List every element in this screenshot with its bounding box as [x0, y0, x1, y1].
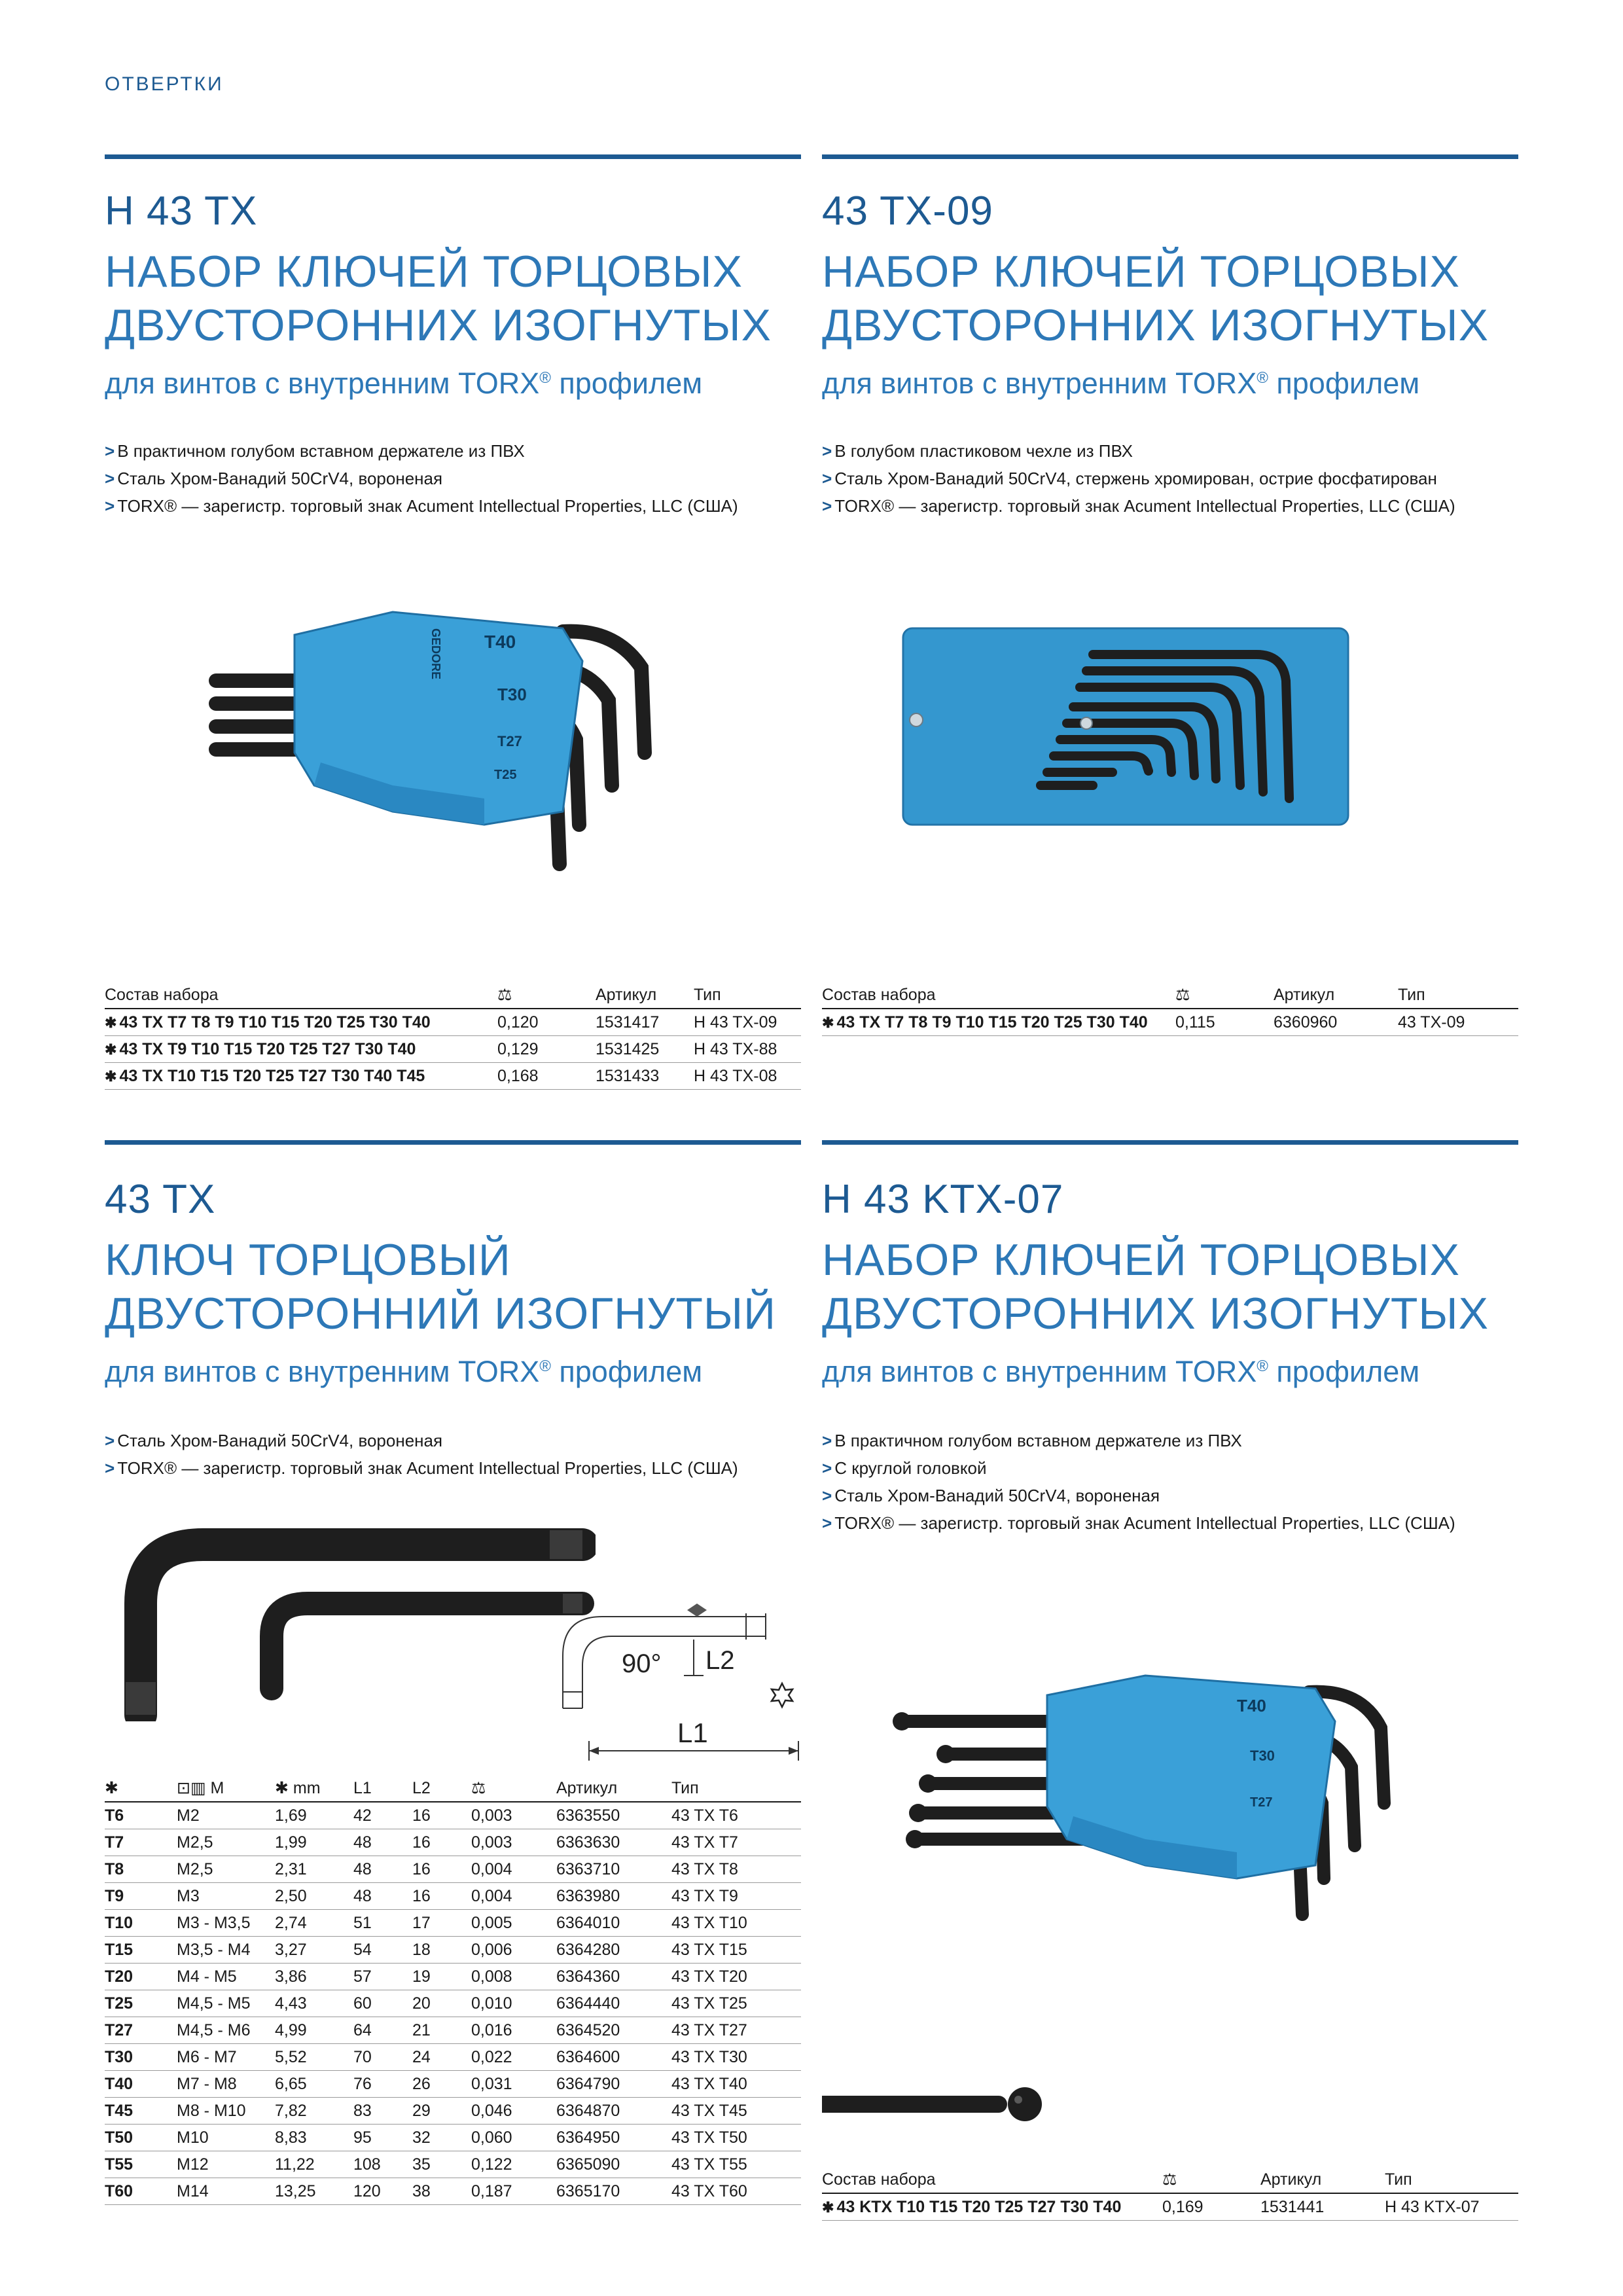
table-row — [105, 1964, 801, 1990]
chevron-right-icon: > — [105, 469, 115, 488]
table-cell: 16 — [412, 1883, 471, 1910]
table-cell: 48 — [353, 1829, 412, 1856]
column-header: Артикул — [1274, 982, 1398, 1009]
table-cell: 6,65 — [275, 2071, 353, 2098]
table-row: ✱ 43 TX T9 T10 T15 T20 T25 T27 T30 T40 0,129 1531425 H 43 TX-88 — [105, 1036, 801, 1063]
table-row: ✱ 43 TX T7 T8 T9 T10 T15 T20 T25 T30 T40 0,120 1531417 H 43 TX-09 — [105, 1009, 801, 1036]
table-cell: 6364870 — [556, 2098, 671, 2125]
table-cell: M4,5 - M5 — [177, 1990, 275, 2017]
product-code: H 43 KTX-07 — [822, 1177, 1064, 1222]
table-cell: 6364280 — [556, 1937, 671, 1964]
table-cell: 20 — [412, 1990, 471, 2017]
table-cell: 18 — [412, 1937, 471, 1964]
table-row — [105, 1937, 801, 1964]
feature-item: > Сталь Хром-Ванадий 50CrV4, вороненая — [822, 1486, 1160, 1505]
product-code: 43 TX — [105, 1177, 216, 1222]
table-cell: 57 — [353, 1964, 412, 1990]
feature-item: > TORX® — зарегистр. торговый знак Acument Intellectual Properties, LLC (США) — [822, 496, 1455, 516]
table-cell: 0,010 — [471, 1990, 556, 2017]
chevron-right-icon: > — [822, 1431, 832, 1450]
table-row — [105, 2178, 801, 2205]
table-cell: 64 — [353, 2017, 412, 2044]
table-cell: 6363980 — [556, 1883, 671, 1910]
torx-size: T20 — [105, 1964, 177, 1990]
product-3-heading — [105, 1179, 798, 1389]
table-cell: 0,022 — [471, 2044, 556, 2071]
table-cell: 16 — [412, 1802, 471, 1829]
chevron-right-icon: > — [822, 469, 832, 488]
table-cell: 0,031 — [471, 2071, 556, 2098]
product-2-heading — [822, 188, 1516, 401]
table-cell: 42 — [353, 1802, 412, 1829]
table-cell: 43 TX T9 — [671, 1883, 801, 1910]
product-code: 43 TX-09 — [822, 188, 993, 234]
feature-list — [822, 437, 1455, 520]
table-cell: 13,25 — [275, 2178, 353, 2205]
torx-size: T6 — [105, 1802, 177, 1829]
size-label: T40 — [1237, 1696, 1266, 1715]
table-cell: 0,004 — [471, 1856, 556, 1883]
table-cell: 6364010 — [556, 1910, 671, 1937]
table-cell: 6363710 — [556, 1856, 671, 1883]
torx-size: T40 — [105, 2071, 177, 2098]
table-cell: 24 — [412, 2044, 471, 2071]
table-cell: 2,31 — [275, 1856, 353, 1883]
table-cell: M7 - M8 — [177, 2071, 275, 2098]
dimension-label: L2 — [705, 1646, 735, 1675]
feature-item: > В практичном голубом вставном держателе из ПВХ — [822, 1431, 1242, 1450]
torx-size: T30 — [105, 2044, 177, 2071]
dimension-label: L1 — [677, 1717, 708, 1748]
ball-end-key-detail — [822, 2081, 1058, 2127]
feature-list — [822, 1427, 1455, 1537]
table-cell: 43 TX T8 — [671, 1856, 801, 1883]
chevron-right-icon: > — [822, 441, 832, 461]
feature-list — [105, 437, 738, 520]
table-cell: 0,046 — [471, 2098, 556, 2125]
column-header: Тип — [1398, 982, 1518, 1009]
feature-item: > TORX® — зарегистр. торговый знак Acument Intellectual Properties, LLC (США) — [105, 1458, 738, 1478]
product-subtitle: для винтов с внутренним TORX® профилем — [105, 1355, 703, 1388]
feature-item: > С круглой головкой — [822, 1458, 987, 1478]
column-header: ⊡▥ M — [177, 1775, 275, 1802]
table-row — [105, 1910, 801, 1937]
product-title: ДВУСТОРОННИХ ИЗОГНУТЫХ — [822, 1289, 1489, 1338]
table-cell: 6364360 — [556, 1964, 671, 1990]
table-cell: 43 TX T20 — [671, 1964, 801, 1990]
torx-icon: ✱ — [105, 1067, 117, 1085]
table-cell: 70 — [353, 2044, 412, 2071]
table-row — [105, 1856, 801, 1883]
table-cell: M3 - M3,5 — [177, 1910, 275, 1937]
product-4-table — [822, 2166, 1518, 2221]
table-cell: 43 TX T30 — [671, 2044, 801, 2071]
table-row — [105, 1990, 801, 2017]
table-cell: M2,5 — [177, 1829, 275, 1856]
table-cell: 6364600 — [556, 2044, 671, 2071]
table-cell: 6364790 — [556, 2071, 671, 2098]
chevron-right-icon: > — [822, 1486, 832, 1505]
product-image-ball-key-holder — [883, 1662, 1459, 1937]
product-subtitle: для винтов с внутренним TORX® профилем — [822, 367, 1420, 400]
table-cell: 1,69 — [275, 1802, 353, 1829]
divider — [822, 154, 1518, 159]
table-cell: 7,82 — [275, 2098, 353, 2125]
table-cell: 6364950 — [556, 2125, 671, 2151]
torx-size: T10 — [105, 1910, 177, 1937]
product-title: НАБОР КЛЮЧЕЙ ТОРЦОВЫХ — [822, 1235, 1460, 1285]
size-label: T27 — [497, 733, 522, 749]
table-cell: 48 — [353, 1856, 412, 1883]
table-cell: 6365170 — [556, 2178, 671, 2205]
table-cell: 32 — [412, 2125, 471, 2151]
table-cell: M4 - M5 — [177, 1964, 275, 1990]
column-header: ✱ mm — [275, 1775, 353, 1802]
product-image-pvc-pouch — [890, 615, 1361, 838]
table-cell: 21 — [412, 2017, 471, 2044]
product-title: НАБОР КЛЮЧЕЙ ТОРЦОВЫХ — [822, 247, 1460, 296]
size-label: T30 — [1250, 1748, 1275, 1764]
table-cell: 4,99 — [275, 2017, 353, 2044]
torx-size: T60 — [105, 2178, 177, 2205]
torx-size: T25 — [105, 1990, 177, 2017]
table-cell: 0,003 — [471, 1829, 556, 1856]
feature-list — [105, 1427, 738, 1482]
table-cell: 95 — [353, 2125, 412, 2151]
table-header-row — [105, 982, 801, 1009]
table-cell: 43 TX T10 — [671, 1910, 801, 1937]
table-cell: M8 - M10 — [177, 2098, 275, 2125]
table-cell: M4,5 - M6 — [177, 2017, 275, 2044]
product-1-heading — [105, 188, 798, 401]
divider — [822, 1140, 1518, 1145]
torx-icon: ✱ — [105, 1041, 117, 1058]
table-cell: 6363630 — [556, 1829, 671, 1856]
column-header: Состав набора — [822, 2166, 1162, 2193]
table-cell: 43 TX T27 — [671, 2017, 801, 2044]
feature-item: > TORX® — зарегистр. торговый знак Acument Intellectual Properties, LLC (США) — [105, 496, 738, 516]
table-cell: 76 — [353, 2071, 412, 2098]
table-cell: M3,5 - M4 — [177, 1937, 275, 1964]
table-cell: 43 TX T50 — [671, 2125, 801, 2151]
column-header: Состав набора — [105, 982, 497, 1009]
product-title: НАБОР КЛЮЧЕЙ ТОРЦОВЫХ — [105, 247, 743, 296]
weight-icon: ⚖ — [471, 1775, 556, 1802]
product-1-table — [105, 982, 801, 1090]
table-cell: 0,003 — [471, 1802, 556, 1829]
table-cell: 6364520 — [556, 2017, 671, 2044]
technical-drawing — [550, 1597, 812, 1774]
angle-label: 90° — [622, 1649, 662, 1678]
product-code: H 43 TX — [105, 188, 258, 234]
table-cell: 108 — [353, 2151, 412, 2178]
table-cell: M2,5 — [177, 1856, 275, 1883]
table-cell: 43 TX T25 — [671, 1990, 801, 2017]
feature-item: > Сталь Хром-Ванадий 50CrV4, вороненая — [105, 469, 443, 488]
table-cell: 6364440 — [556, 1990, 671, 2017]
torx-icon: ✱ — [822, 1014, 834, 1031]
product-subtitle: для винтов с внутренним TORX® профилем — [822, 1355, 1420, 1388]
product-3-table — [105, 1775, 801, 2205]
column-header: Артикул — [1260, 2166, 1385, 2193]
table-row — [105, 2044, 801, 2071]
column-header: Состав набора — [822, 982, 1175, 1009]
table-cell: 0,187 — [471, 2178, 556, 2205]
product-4-heading — [822, 1179, 1516, 1389]
torx-size: T9 — [105, 1883, 177, 1910]
table-cell: 17 — [412, 1910, 471, 1937]
table-cell: M14 — [177, 2178, 275, 2205]
chevron-right-icon: > — [105, 496, 115, 516]
torx-size: T27 — [105, 2017, 177, 2044]
table-cell: 0,005 — [471, 1910, 556, 1937]
chevron-right-icon: > — [105, 441, 115, 461]
size-label: T30 — [497, 685, 527, 704]
table-cell: 29 — [412, 2098, 471, 2125]
column-header: L2 — [412, 1775, 471, 1802]
table-row — [105, 2125, 801, 2151]
table-row — [105, 2017, 801, 2044]
column-header: Артикул — [596, 982, 694, 1009]
feature-item: > Сталь Хром-Ванадий 50CrV4, вороненая — [105, 1431, 443, 1450]
product-title: ДВУСТОРОННИЙ ИЗОГНУТЫЙ — [105, 1289, 776, 1338]
table-cell: 1,99 — [275, 1829, 353, 1856]
table-row — [105, 2151, 801, 2178]
table-cell: 38 — [412, 2178, 471, 2205]
table-cell: 2,74 — [275, 1910, 353, 1937]
table-row: ✱ 43 TX T10 T15 T20 T25 T27 T30 T40 T45 0,168 1531433 H 43 TX-08 — [105, 1063, 801, 1090]
table-cell: 43 TX T55 — [671, 2151, 801, 2178]
table-row — [105, 1829, 801, 1856]
table-row — [105, 2071, 801, 2098]
table-header-row — [822, 982, 1518, 1009]
brand-logo-text: GEDORE — [429, 628, 442, 680]
column-header: Тип — [694, 982, 801, 1009]
table-cell: 51 — [353, 1910, 412, 1937]
torx-icon: ✱ — [105, 1775, 177, 1802]
table-row — [105, 1883, 801, 1910]
table-cell: 6363550 — [556, 1802, 671, 1829]
table-cell: M6 - M7 — [177, 2044, 275, 2071]
torx-size: T7 — [105, 1829, 177, 1856]
table-cell: 120 — [353, 2178, 412, 2205]
chevron-right-icon: > — [822, 1458, 832, 1478]
table-cell: 83 — [353, 2098, 412, 2125]
table-cell: 43 TX T7 — [671, 1829, 801, 1856]
table-cell: 3,86 — [275, 1964, 353, 1990]
table-cell: M12 — [177, 2151, 275, 2178]
torx-size: T45 — [105, 2098, 177, 2125]
table-row: ✱ 43 TX T7 T8 T9 T10 T15 T20 T25 T30 T40 0,115 6360960 43 TX-09 — [822, 1009, 1518, 1036]
torx-size: T15 — [105, 1937, 177, 1964]
table-cell: 43 TX T60 — [671, 2178, 801, 2205]
table-cell: 5,52 — [275, 2044, 353, 2071]
feature-item: > В голубом пластиковом чехле из ПВХ — [822, 441, 1133, 461]
table-cell: 0,008 — [471, 1964, 556, 1990]
chevron-right-icon: > — [822, 1513, 832, 1533]
torx-icon: ✱ — [105, 1014, 117, 1031]
torx-icon — [772, 1683, 793, 1707]
weight-icon: ⚖ — [497, 982, 596, 1009]
table-cell: 0,060 — [471, 2125, 556, 2151]
torx-icon: ✱ — [822, 2198, 834, 2215]
chevron-right-icon: > — [105, 1458, 115, 1478]
table-cell: 3,27 — [275, 1937, 353, 1964]
section-label: ОТВЕРТКИ — [105, 73, 224, 95]
chevron-right-icon: > — [105, 1431, 115, 1450]
table-cell: 43 TX T6 — [671, 1802, 801, 1829]
chevron-right-icon: > — [822, 496, 832, 516]
table-header-row — [105, 1775, 801, 1802]
column-header: Артикул — [556, 1775, 671, 1802]
divider — [105, 154, 801, 159]
product-title: КЛЮЧ ТОРЦОВЫЙ — [105, 1235, 511, 1285]
table-cell: 43 TX T15 — [671, 1937, 801, 1964]
product-2-table — [822, 982, 1518, 1036]
product-title: ДВУСТОРОННИХ ИЗОГНУТЫХ — [822, 300, 1489, 350]
feature-item: > Сталь Хром-Ванадий 50CrV4, стержень хромирован, острие фосфатирован — [822, 469, 1437, 488]
table-cell: 4,43 — [275, 1990, 353, 2017]
table-cell: 19 — [412, 1964, 471, 1990]
table-cell: 35 — [412, 2151, 471, 2178]
table-cell: 26 — [412, 2071, 471, 2098]
table-row: ✱ 43 KTX T10 T15 T20 T25 T27 T30 T40 0,169 1531441 H 43 KTX-07 — [822, 2193, 1518, 2221]
table-header-row — [822, 2166, 1518, 2193]
torx-icon: ✱ — [275, 1779, 293, 1797]
table-cell: 0,122 — [471, 2151, 556, 2178]
table-row — [105, 1802, 801, 1829]
feature-item: > TORX® — зарегистр. торговый знак Acument Intellectual Properties, LLC (США) — [822, 1513, 1455, 1533]
weight-icon: ⚖ — [1175, 982, 1274, 1009]
product-subtitle: для винтов с внутренним TORX® профилем — [105, 367, 703, 400]
table-cell: 8,83 — [275, 2125, 353, 2151]
table-cell: 16 — [412, 1856, 471, 1883]
table-cell: 43 TX T45 — [671, 2098, 801, 2125]
table-cell: 11,22 — [275, 2151, 353, 2178]
divider — [105, 1140, 801, 1145]
table-cell: 6365090 — [556, 2151, 671, 2178]
table-cell: 54 — [353, 1937, 412, 1964]
product-image-l-keys — [111, 1518, 596, 1721]
table-cell: 0,016 — [471, 2017, 556, 2044]
table-cell: 60 — [353, 1990, 412, 2017]
table-row — [105, 2098, 801, 2125]
feature-item: > В практичном голубом вставном держателе из ПВХ — [105, 441, 525, 461]
table-cell: 0,004 — [471, 1883, 556, 1910]
product-title: ДВУСТОРОННИХ ИЗОГНУТЫХ — [105, 300, 772, 350]
table-cell: M3 — [177, 1883, 275, 1910]
column-header: Тип — [1385, 2166, 1518, 2193]
table-cell: 48 — [353, 1883, 412, 1910]
table-cell: 16 — [412, 1829, 471, 1856]
torx-size: T55 — [105, 2151, 177, 2178]
column-header: Тип — [671, 1775, 801, 1802]
table-cell: M2 — [177, 1802, 275, 1829]
table-cell: 0,006 — [471, 1937, 556, 1964]
torx-size: T8 — [105, 1856, 177, 1883]
table-cell: M10 — [177, 2125, 275, 2151]
size-label: T40 — [484, 632, 516, 652]
weight-icon: ⚖ — [1162, 2166, 1260, 2193]
product-image-key-holder — [196, 589, 694, 890]
thread-icon: ⊡▥ — [177, 1779, 211, 1797]
size-label: T25 — [494, 768, 517, 782]
table-cell: 43 TX T40 — [671, 2071, 801, 2098]
size-label: T27 — [1250, 1795, 1273, 1810]
table-cell: 2,50 — [275, 1883, 353, 1910]
torx-size: T50 — [105, 2125, 177, 2151]
column-header: L1 — [353, 1775, 412, 1802]
